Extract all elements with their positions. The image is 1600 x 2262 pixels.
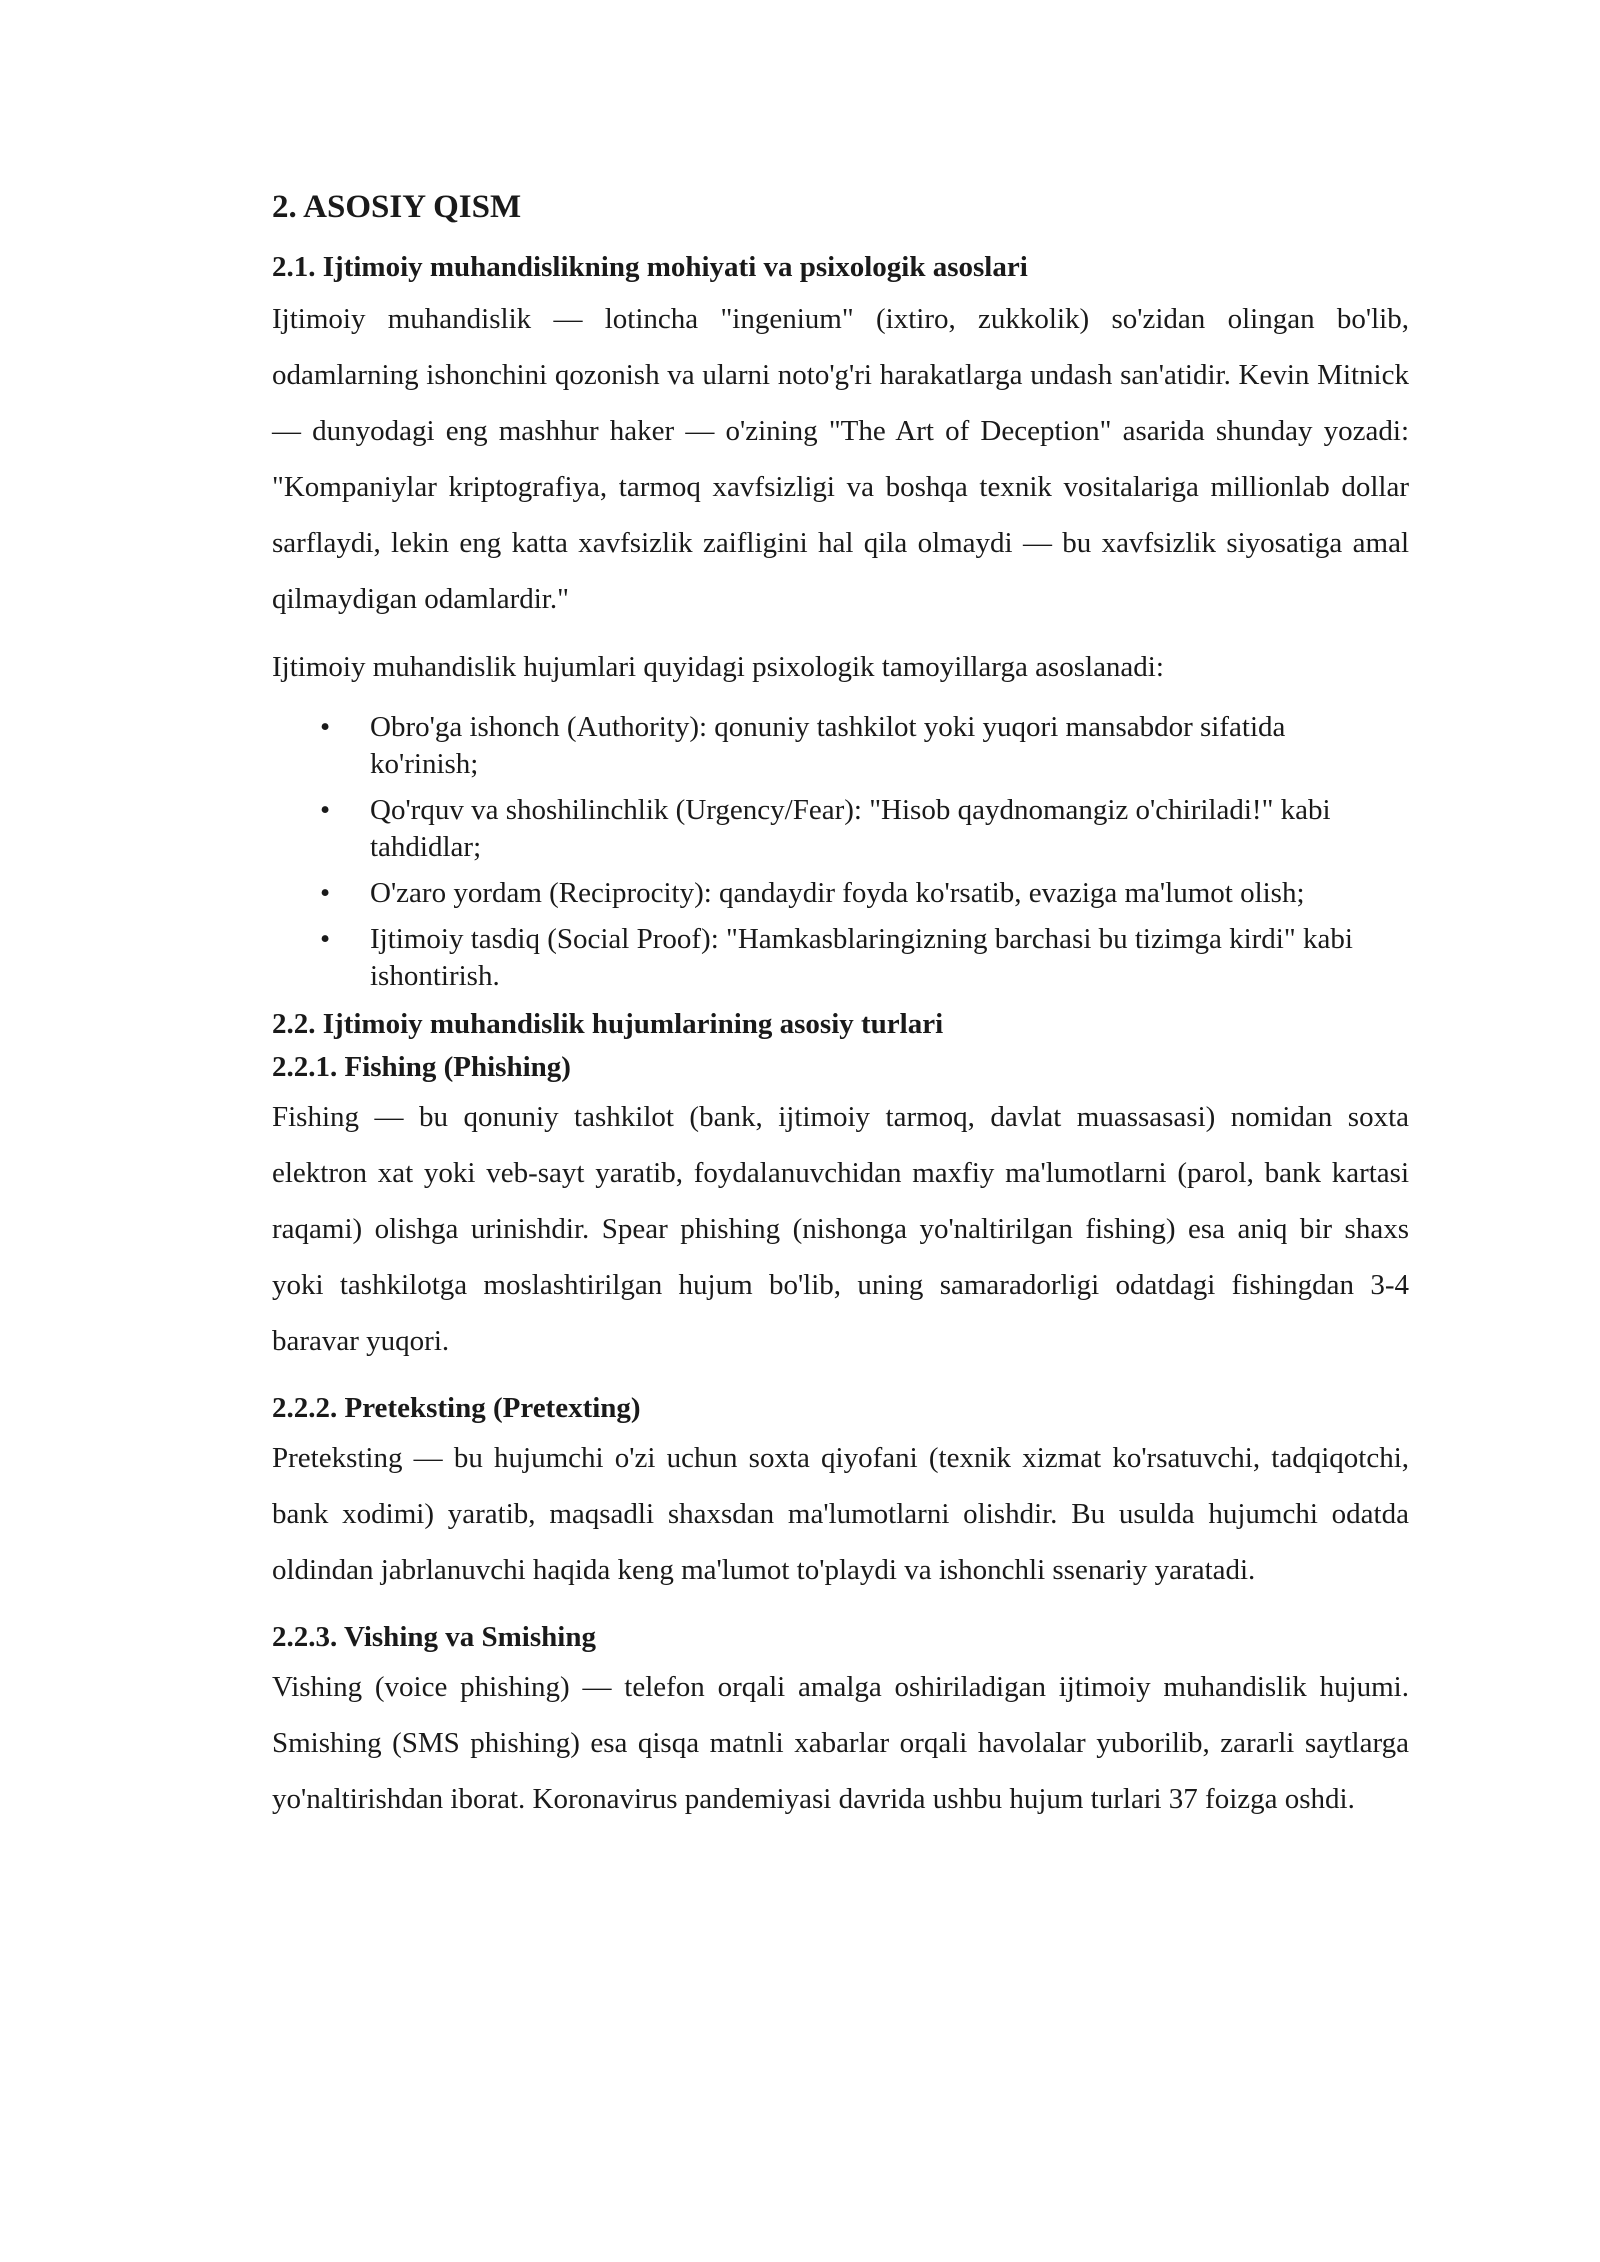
section-2-2-2 <box>272 1389 1409 1598</box>
list-item-text: Ijtimoiy tasdiq (Social Proof): "Hamkasblaringizning barchasi bu tizimga kirdi" kabi ishontirish. <box>370 922 1353 992</box>
document-page <box>272 188 1409 1827</box>
list-item <box>272 709 1409 783</box>
section-2-2-2-heading: 2.2.2. Preteksting (Pretexting) <box>272 1392 641 1425</box>
list-item-text: Obro'ga ishonch (Authority): qonuniy tashkilot yoki yuqori mansabdor sifatida ko'rinish; <box>370 710 1286 780</box>
section-2-1-heading: 2.1. Ijtimoiy muhandislikning mohiyati va psixologik asoslari <box>272 250 1028 283</box>
bullet-icon: • <box>320 710 331 743</box>
section-2-2 <box>272 1005 1409 1044</box>
bullet-icon: • <box>320 793 331 826</box>
bullet-icon: • <box>320 876 331 909</box>
section-2-2-3 <box>272 1618 1409 1827</box>
section-2-2-2-paragraph: Preteksting — bu hujumchi o'zi uchun soxta qiyofani (texnik xizmat ko'rsatuvchi, tadqiqotchi, bank xodimi) yaratib, maqsadli shaxsdan ma'lumotlarni olishdir. Bu usulda hujumchi odatda oldindan jabrlanuvchi haqida keng ma'lumot to'playdi va ishonchli ssenariy yaratadi. <box>272 1442 1409 1587</box>
section-2-1 <box>272 248 1409 995</box>
list-item-text: O'zaro yordam (Reciprocity): qandaydir foyda ko'rsatib, evaziga ma'lumot olish; <box>370 876 1305 909</box>
section-2-2-1-paragraph: Fishing — bu qonuniy tashkilot (bank, ijtimoiy tarmoq, davlat muassasasi) nomidan soxta elektron xat yoki veb-sayt yaratib, foydalanuvchidan maxfiy ma'lumotlarni (parol, bank kartasi raqami) olishga urinishdir. Spear phishing (nishonga yo'naltirilgan fishing) esa aniq bir shaxs yoki tashkilotga moslashtirilgan hujum bo'lib, uning samaradorligi odatdagi fishingdan 3-4 baravar yuqori. <box>272 1101 1409 1358</box>
section-2-2-1-heading: 2.2.1. Fishing (Phishing) <box>272 1050 571 1083</box>
main-heading: 2. ASOSIY QISM <box>272 189 522 225</box>
principles-intro: Ijtimoiy muhandislik hujumlari quyidagi psixologik tamoyillarga asoslanadi: <box>272 650 1164 683</box>
principles-list <box>272 709 1409 995</box>
bullet-icon: • <box>320 922 331 955</box>
section-2-2-3-paragraph: Vishing (voice phishing) — telefon orqali amalga oshiriladigan ijtimoiy muhandislik hujumi. Smishing (SMS phishing) esa qisqa matnli xabarlar orqali havolalar yuborilib, zararli saytlarga yo'naltirishdan iborat. Koronavirus pandemiyasi davrida ushbu hujum turlari 37 foizga oshdi. <box>272 1671 1409 1816</box>
list-item <box>272 875 1409 912</box>
list-item-text: Qo'rquv va shoshilinchlik (Urgency/Fear): "Hisob qaydnomangiz o'chiriladi!" kabi tahdidlar; <box>370 793 1331 863</box>
list-item <box>272 921 1409 995</box>
section-2-2-1 <box>272 1048 1409 1369</box>
section-2-2-heading: 2.2. Ijtimoiy muhandislik hujumlarining asosiy turlari <box>272 1007 944 1040</box>
list-item <box>272 792 1409 866</box>
section-2-2-3-heading: 2.2.3. Vishing va Smishing <box>272 1621 596 1654</box>
section-2-1-paragraph: Ijtimoiy muhandislik — lotincha "ingenium" (ixtiro, zukkolik) so'zidan olingan bo'lib, odamlarning ishonchini qozonish va ularni noto'g'ri harakatlarga undash san'atidir. Kevin Mitnick — dunyodagi eng mashhur haker — o'zining "The Art of Deception" asarida shunday yozadi: "Kompaniylar kriptografiya, tarmoq xavfsizligi va boshqa texnik vositalariga millionlab dollar sarflaydi, lekin eng katta xavfsizlik zaifligini hal qila olmaydi — bu xavfsizlik siyosatiga amal qilmaydigan odamlardir." <box>272 302 1409 615</box>
